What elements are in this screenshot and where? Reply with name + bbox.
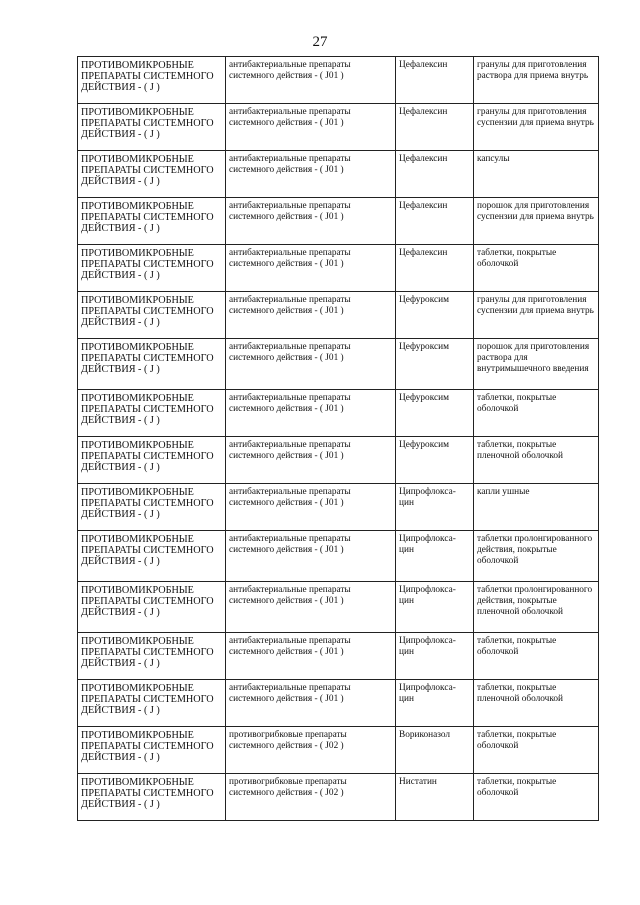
group-cell: ПРОТИВОМИКРОБНЫЕ ПРЕПАРАТЫ СИСТЕМНОГО ДЕЙСТВИЯ - ( J ) <box>78 57 226 104</box>
subgroup-cell: противогрибковые препараты системного действия - ( J02 ) <box>226 774 396 821</box>
subgroup-cell: антибактериальные препараты системного действия - ( J01 ) <box>226 390 396 437</box>
dosage-form-cell: таблетки, покрытые оболочкой <box>474 390 599 437</box>
dosage-form-cell: гранулы для приготовления суспензии для приема внутрь <box>474 292 599 339</box>
subgroup-cell: антибактериальные препараты системного действия - ( J01 ) <box>226 680 396 727</box>
dosage-form-cell: таблетки пролонгированного действия, покрытые пленочной оболочкой <box>474 582 599 633</box>
group-cell: ПРОТИВОМИКРОБНЫЕ ПРЕПАРАТЫ СИСТЕМНОГО ДЕЙСТВИЯ - ( J ) <box>78 633 226 680</box>
subgroup-cell: антибактериальные препараты системного действия - ( J01 ) <box>226 531 396 582</box>
drug-name-cell: Вориконазол <box>396 727 474 774</box>
dosage-form-cell: таблетки, покрытые оболочкой <box>474 727 599 774</box>
group-cell: ПРОТИВОМИКРОБНЫЕ ПРЕПАРАТЫ СИСТЕМНОГО ДЕЙСТВИЯ - ( J ) <box>78 104 226 151</box>
drug-name-cell: Ципрофлокса-цин <box>396 484 474 531</box>
table-row <box>78 437 599 484</box>
dosage-form-cell: порошок для приготовления раствора для внутримышечного введения <box>474 339 599 390</box>
group-cell: ПРОТИВОМИКРОБНЫЕ ПРЕПАРАТЫ СИСТЕМНОГО ДЕЙСТВИЯ - ( J ) <box>78 245 226 292</box>
drug-name-cell: Цефуроксим <box>396 292 474 339</box>
page-number: 27 <box>312 34 328 50</box>
table-row <box>78 484 599 531</box>
subgroup-cell: противогрибковые препараты системного действия - ( J02 ) <box>226 727 396 774</box>
dosage-form-cell: гранулы для приготовления раствора для приема внутрь <box>474 57 599 104</box>
drug-name-cell: Ципрофлокса-цин <box>396 531 474 582</box>
table-row <box>78 339 599 390</box>
group-cell: ПРОТИВОМИКРОБНЫЕ ПРЕПАРАТЫ СИСТЕМНОГО ДЕЙСТВИЯ - ( J ) <box>78 292 226 339</box>
table-row <box>78 198 599 245</box>
table-row <box>78 151 599 198</box>
group-cell: ПРОТИВОМИКРОБНЫЕ ПРЕПАРАТЫ СИСТЕМНОГО ДЕЙСТВИЯ - ( J ) <box>78 774 226 821</box>
subgroup-cell: антибактериальные препараты системного действия - ( J01 ) <box>226 104 396 151</box>
group-cell: ПРОТИВОМИКРОБНЫЕ ПРЕПАРАТЫ СИСТЕМНОГО ДЕЙСТВИЯ - ( J ) <box>78 680 226 727</box>
group-cell: ПРОТИВОМИКРОБНЫЕ ПРЕПАРАТЫ СИСТЕМНОГО ДЕЙСТВИЯ - ( J ) <box>78 437 226 484</box>
subgroup-cell: антибактериальные препараты системного действия - ( J01 ) <box>226 245 396 292</box>
table-row <box>78 774 599 821</box>
drug-name-cell: Нистатин <box>396 774 474 821</box>
drug-name-cell: Цефалексин <box>396 245 474 292</box>
group-cell: ПРОТИВОМИКРОБНЫЕ ПРЕПАРАТЫ СИСТЕМНОГО ДЕЙСТВИЯ - ( J ) <box>78 484 226 531</box>
table-row <box>78 633 599 680</box>
drug-name-cell: Ципрофлокса-цин <box>396 633 474 680</box>
dosage-form-cell: таблетки, покрытые пленочной оболочкой <box>474 680 599 727</box>
subgroup-cell: антибактериальные препараты системного действия - ( J01 ) <box>226 437 396 484</box>
group-cell: ПРОТИВОМИКРОБНЫЕ ПРЕПАРАТЫ СИСТЕМНОГО ДЕЙСТВИЯ - ( J ) <box>78 727 226 774</box>
drug-name-cell: Ципрофлокса-цин <box>396 582 474 633</box>
drug-name-cell: Цефалексин <box>396 57 474 104</box>
group-cell: ПРОТИВОМИКРОБНЫЕ ПРЕПАРАТЫ СИСТЕМНОГО ДЕЙСТВИЯ - ( J ) <box>78 531 226 582</box>
drug-table <box>77 56 599 821</box>
subgroup-cell: антибактериальные препараты системного действия - ( J01 ) <box>226 57 396 104</box>
table-row <box>78 680 599 727</box>
table-row <box>78 727 599 774</box>
subgroup-cell: антибактериальные препараты системного действия - ( J01 ) <box>226 151 396 198</box>
dosage-form-cell: капсулы <box>474 151 599 198</box>
dosage-form-cell: капли ушные <box>474 484 599 531</box>
table-row <box>78 531 599 582</box>
dosage-form-cell: гранулы для приготовления суспензии для приема внутрь <box>474 104 599 151</box>
drug-name-cell: Цефалексин <box>396 198 474 245</box>
drug-name-cell: Цефуроксим <box>396 339 474 390</box>
table-row <box>78 292 599 339</box>
table-row <box>78 390 599 437</box>
subgroup-cell: антибактериальные препараты системного действия - ( J01 ) <box>226 582 396 633</box>
dosage-form-cell: таблетки, покрытые оболочкой <box>474 245 599 292</box>
group-cell: ПРОТИВОМИКРОБНЫЕ ПРЕПАРАТЫ СИСТЕМНОГО ДЕЙСТВИЯ - ( J ) <box>78 582 226 633</box>
drug-name-cell: Цефалексин <box>396 104 474 151</box>
drug-name-cell: Цефуроксим <box>396 390 474 437</box>
group-cell: ПРОТИВОМИКРОБНЫЕ ПРЕПАРАТЫ СИСТЕМНОГО ДЕЙСТВИЯ - ( J ) <box>78 390 226 437</box>
dosage-form-cell: таблетки, покрытые оболочкой <box>474 774 599 821</box>
drug-name-cell: Цефуроксим <box>396 437 474 484</box>
subgroup-cell: антибактериальные препараты системного действия - ( J01 ) <box>226 633 396 680</box>
dosage-form-cell: порошок для приготовления суспензии для приема внутрь <box>474 198 599 245</box>
table-row <box>78 582 599 633</box>
drug-name-cell: Ципрофлокса-цин <box>396 680 474 727</box>
dosage-form-cell: таблетки, покрытые оболочкой <box>474 633 599 680</box>
dosage-form-cell: таблетки пролонгированного действия, покрытые оболочкой <box>474 531 599 582</box>
subgroup-cell: антибактериальные препараты системного действия - ( J01 ) <box>226 339 396 390</box>
dosage-form-cell: таблетки, покрытые пленочной оболочкой <box>474 437 599 484</box>
table-row <box>78 104 599 151</box>
group-cell: ПРОТИВОМИКРОБНЫЕ ПРЕПАРАТЫ СИСТЕМНОГО ДЕЙСТВИЯ - ( J ) <box>78 339 226 390</box>
table-row <box>78 57 599 104</box>
table-row <box>78 245 599 292</box>
subgroup-cell: антибактериальные препараты системного действия - ( J01 ) <box>226 484 396 531</box>
drug-name-cell: Цефалексин <box>396 151 474 198</box>
subgroup-cell: антибактериальные препараты системного действия - ( J01 ) <box>226 292 396 339</box>
subgroup-cell: антибактериальные препараты системного действия - ( J01 ) <box>226 198 396 245</box>
group-cell: ПРОТИВОМИКРОБНЫЕ ПРЕПАРАТЫ СИСТЕМНОГО ДЕЙСТВИЯ - ( J ) <box>78 151 226 198</box>
group-cell: ПРОТИВОМИКРОБНЫЕ ПРЕПАРАТЫ СИСТЕМНОГО ДЕЙСТВИЯ - ( J ) <box>78 198 226 245</box>
